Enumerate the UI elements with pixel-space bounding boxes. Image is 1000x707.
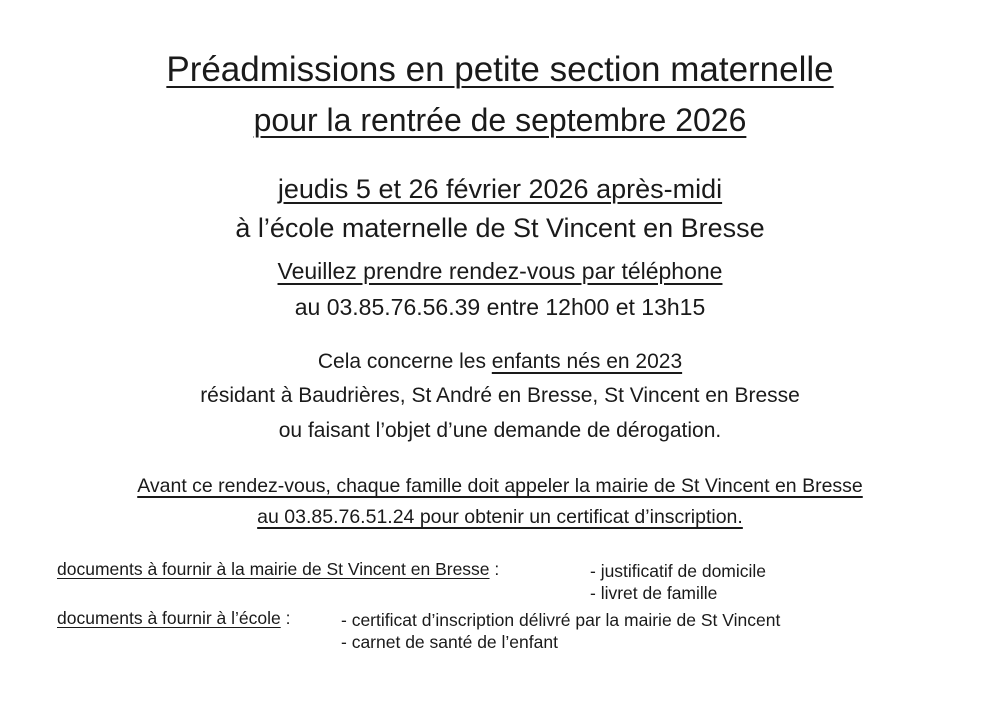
documents-ecole-item: - carnet de santé de l’enfant — [341, 632, 558, 652]
documents-ecole-label — [57, 610, 290, 628]
mairie-notice-text-1: Avant ce rendez-vous, chaque famille doit appeler la mairie de St Vincent en Bresse — [137, 475, 863, 497]
title-line-2 — [0, 104, 1000, 136]
appointment-instruction: Veuillez prendre rendez-vous par téléphone — [277, 258, 723, 284]
documents-ecole-heading: documents à fournir à l’école — [57, 608, 281, 628]
concern-prefix: Cela concerne les — [317, 350, 492, 373]
documents-ecole-item: - certificat d’inscription délivré par la mairie de St Vincent — [341, 610, 781, 630]
concern-highlight: enfants nés en 2023 — [491, 350, 683, 373]
event-dates: jeudis 5 et 26 février 2026 après-midi — [277, 174, 723, 204]
mairie-notice-text-2: au 03.85.76.51.24 pour obtenir un certificat d’inscription. — [257, 506, 743, 528]
concern-residents: résidant à Baudrières, St André en Bresse, St Vincent en Bresse — [200, 384, 800, 407]
appointment-instruction-line — [0, 260, 1000, 283]
documents-mairie-item: - justificatif de domicile — [590, 561, 767, 581]
event-location: à l’école maternelle de St Vincent en Bresse — [235, 213, 765, 243]
concern-line — [0, 351, 1000, 372]
mairie-notice-line-1 — [0, 477, 1000, 497]
documents-mairie-label — [57, 561, 499, 579]
title-subtitle: pour la rentrée de septembre 2026 — [253, 102, 747, 138]
documents-mairie-heading: documents à fournir à la mairie de St Vincent en Bresse — [57, 559, 490, 579]
event-dates-line — [0, 176, 1000, 203]
title-line-1 — [0, 52, 1000, 87]
title-main: Préadmissions en petite section maternelle — [166, 50, 834, 89]
documents-mairie-item: - livret de famille — [590, 583, 718, 603]
documents-ecole-separator: : — [280, 608, 291, 628]
concern-derogation: ou faisant l’objet d’une demande de dérogation. — [278, 419, 722, 442]
documents-mairie-separator: : — [489, 559, 500, 579]
mairie-notice-line-2 — [0, 508, 1000, 528]
appointment-phone: au 03.85.76.56.39 entre 12h00 et 13h15 — [294, 294, 706, 320]
